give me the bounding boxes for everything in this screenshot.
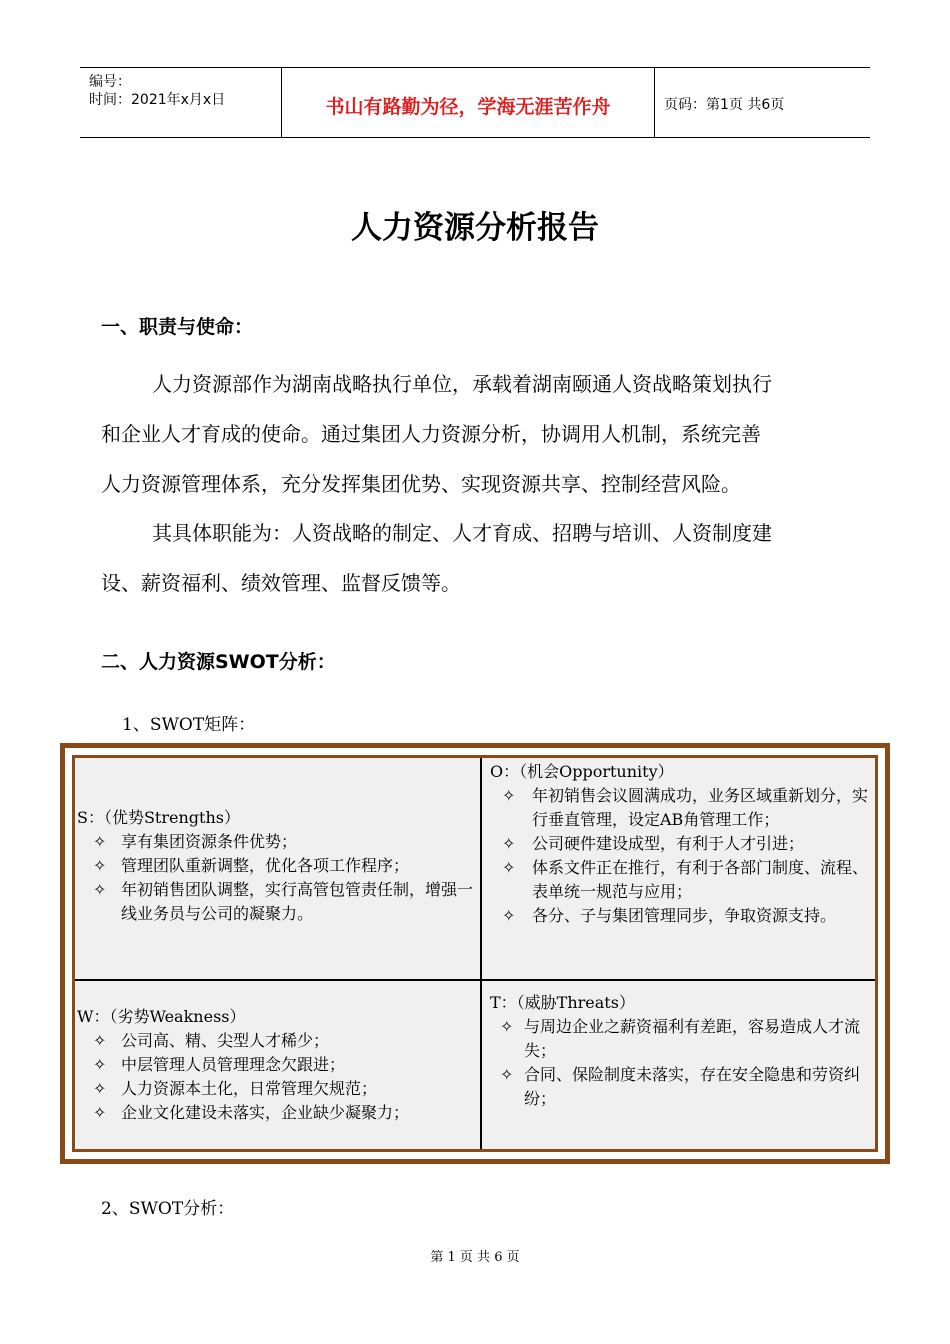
text-line: 和企业人才育成的使命。通过集团人力资源分析，协调用人机制，系统完善 — [101, 422, 761, 446]
swot-threats-label: T：（威胁Threats） — [490, 993, 635, 1012]
text-line: 人力资源管理体系，充分发挥集团优势、实现资源共享、控制经营风险。 — [101, 472, 741, 496]
list-item: ✧ 年初销售团队调整，实行高管包管责任制，增强一线业务员与公司的凝聚力。 — [93, 880, 474, 923]
section1-paragraph-1 — [101, 359, 849, 509]
document-title: 人力资源分析报告 — [351, 210, 599, 246]
document-date: 时间：2021年x月x日 — [89, 92, 226, 108]
section1-heading: 一、职责与使命： — [101, 316, 254, 338]
list-item: ✧ 公司高、精、尖型人才稀少； — [77, 1029, 476, 1053]
star-bullet-icon: ✧ — [502, 834, 516, 853]
swot-analysis-subheading: 2、SWOT分析： — [101, 1199, 235, 1219]
text-line: 人力资源部作为湖南战略执行单位，承载着湖南颐通人资战略策划执行 — [152, 372, 772, 396]
swot-matrix — [60, 743, 890, 1164]
swot-grid — [75, 758, 875, 1149]
star-bullet-icon: ✧ — [93, 832, 107, 851]
swot-weaknesses — [75, 981, 482, 1149]
swot-strengths — [75, 758, 482, 981]
swot-opportunities — [482, 758, 875, 981]
section2-heading: 二、人力资源SWOT分析： — [101, 651, 336, 673]
list-item: ✧ 公司硬件建设成型，有利于人才引进； — [490, 832, 873, 856]
star-bullet-icon: ✧ — [502, 858, 516, 877]
header-meta — [80, 68, 281, 137]
text-line: 设、薪资福利、绩效管理、监督反馈等。 — [101, 571, 461, 595]
star-bullet-icon: ✧ — [502, 906, 516, 925]
list-item: ✧ 管理团队重新调整，优化各项工作程序； — [77, 854, 476, 878]
list-item: ✧ 年初销售会议圆满成功，业务区域重新划分，实行垂直管理，设定AB角管理工作； — [502, 786, 869, 829]
text-line: 其具体职能为：人资战略的制定、人才育成、招聘与培训、人资制度建 — [152, 521, 772, 545]
star-bullet-icon: ✧ — [93, 1055, 107, 1074]
swot-threats — [482, 981, 875, 1149]
section1-paragraph-2 — [101, 508, 849, 608]
star-bullet-icon: ✧ — [93, 1079, 107, 1098]
star-bullet-icon: ✧ — [502, 786, 516, 805]
star-bullet-icon: ✧ — [93, 1103, 107, 1122]
star-bullet-icon: ✧ — [500, 1065, 514, 1084]
header-motto: 书山有路勤为径，学海无涯苦作舟 — [281, 68, 655, 137]
star-bullet-icon: ✧ — [93, 1031, 107, 1050]
page-header — [80, 67, 870, 138]
swot-opportunities-label: O：（机会Opportunity） — [490, 762, 674, 781]
list-item: ✧ 各分、子与集团管理同步，争取资源支持。 — [490, 904, 873, 928]
star-bullet-icon: ✧ — [93, 880, 107, 899]
list-item: ✧ 与周边企业之薪资福利有差距，容易造成人才流失； — [500, 1017, 861, 1060]
list-item: ✧ 体系文件正在推行，有利于各部门制度、流程、表单统一规范与应用； — [502, 858, 869, 901]
list-item: ✧ 合同、保险制度未落实，存在安全隐患和劳资纠纷； — [500, 1065, 861, 1108]
star-bullet-icon: ✧ — [93, 856, 107, 875]
list-item: ✧ 人力资源本土化，日常管理欠规范； — [77, 1077, 476, 1101]
list-item: ✧ 企业文化建设未落实，企业缺少凝聚力； — [77, 1101, 476, 1125]
list-item: ✧ 享有集团资源条件优势； — [77, 830, 476, 854]
document-number-label: 编号： — [89, 74, 131, 90]
star-bullet-icon: ✧ — [500, 1017, 514, 1036]
swot-strengths-label: S：（优势Strengths） — [77, 808, 240, 827]
swot-matrix-subheading: 1、SWOT矩阵： — [122, 715, 256, 735]
swot-weaknesses-label: W：（劣势Weakness） — [77, 1007, 246, 1026]
swot-inner-border — [72, 755, 878, 1152]
list-item: ✧ 中层管理人员管理理念欠跟进； — [77, 1053, 476, 1077]
page-footer: 第 1 页 共 6 页 — [430, 1250, 520, 1265]
header-page-info: 页码：第1页 共6页 — [664, 97, 785, 113]
